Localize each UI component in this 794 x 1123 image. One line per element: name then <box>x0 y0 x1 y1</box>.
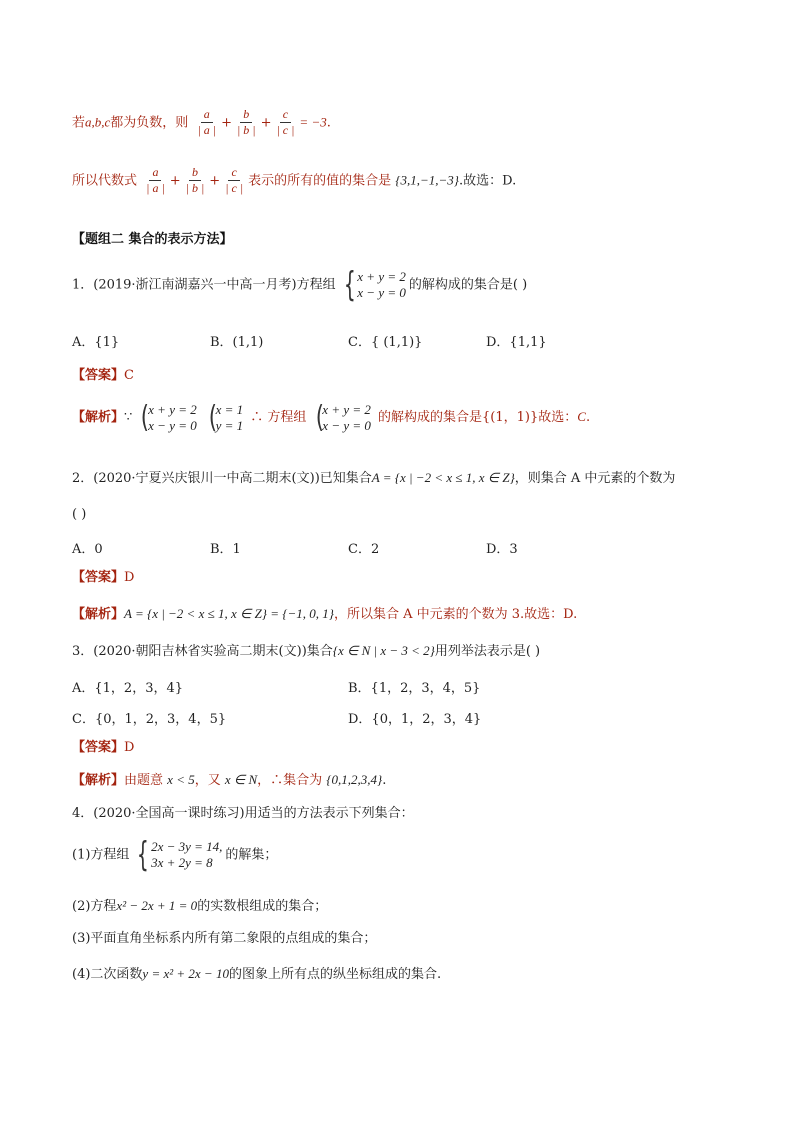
q1-analysis-system-2: ( x = 1 y = 1 <box>208 399 244 435</box>
q4-part-1: (1)方程组 { 2x − 3y = 14, 3x + 2y = 8 的解集； <box>72 835 278 875</box>
q4-equation-system: { 2x − 3y = 14, 3x + 2y = 8 <box>137 835 223 875</box>
q1-option-b[interactable]: B．(1,1) <box>210 335 264 350</box>
q4-part-4: (4)二次函数y = x² + 2x − 10的图象上所有点的纵坐标组成的集合. <box>72 966 442 982</box>
solution-line-negative: 若a,b,c都为负数，则 $\frac{a}{| a |}$ + $\frac{b}{| b |}$ + $\frac{c}{| c |}$ = −3. <box>72 107 331 137</box>
q1-analysis-system-3: ( x + y = 2 x − y = 0 <box>315 399 371 435</box>
q1-option-d[interactable]: D．{1,1} <box>486 335 547 350</box>
fraction-c: $\frac{c}{| c |}$ <box>276 107 295 137</box>
q1-option-c[interactable]: C．{ (1,1)} <box>348 335 423 350</box>
q2-answer: 【答案】D <box>72 570 135 585</box>
q1-option-a[interactable]: A．{1} <box>72 335 120 350</box>
q1-stem: 1．(2019·浙江南湖嘉兴一中高一月考)方程组 { x + y = 2 x − y = 0 的解构成的集合是( ) <box>72 265 528 305</box>
q2-analysis: 【解析】A = {x | −2 < x ≤ 1, x ∈ Z} = {−1, 0, 1}，所以集合 A 中元素的个数为 3.故选：D. <box>72 606 578 622</box>
q3-stem: 3．(2020·朝阳吉林省实验高二期末(文))集合{x ∈ N | x − 3 < 2}用列举法表示是( ) <box>72 643 541 659</box>
q1-analysis-system-1: ( x + y = 2 x − y = 0 <box>141 399 197 435</box>
q3-option-c[interactable]: C．{0，1，2，3，4，5} <box>72 712 227 727</box>
q4-part-2: (2)方程x² − 2x + 1 = 0的实数根组成的集合； <box>72 898 328 914</box>
q2-option-b[interactable]: B．1 <box>210 542 241 557</box>
fraction-b-2: $\frac{b}{| b |}$ <box>185 165 205 195</box>
q1-equation-system: { x + y = 2 x − y = 0 <box>343 265 406 305</box>
solution-line-set: 所以代数式 $\frac{a}{| a |}$ + $\frac{b}{| b |}$ + $\frac{c}{| c |}$ 表示的所有的值的集合是 {3,1,−1,−3}.故选：D. <box>72 165 517 195</box>
q2-stem: 2．(2020·宁夏兴庆银川一中高二期末(文))已知集合A = {x | −2 < x ≤ 1, x ∈ Z}，则集合 A 中元素的个数为 <box>72 470 676 486</box>
q3-analysis: 【解析】由题意 x < 5，又 x ∈ N，∴集合为 {0,1,2,3,4}. <box>72 772 387 788</box>
q2-option-a[interactable]: A．0 <box>72 542 103 557</box>
fraction-c-2: $\frac{c}{| c |}$ <box>225 165 244 195</box>
section-title: 【题组二 集合的表示方法】 <box>72 232 233 247</box>
q3-option-b[interactable]: B．{1，2，3，4，5} <box>348 681 481 696</box>
q3-answer: 【答案】D <box>72 740 135 755</box>
q3-option-a[interactable]: A．{1，2，3，4} <box>72 681 184 696</box>
q3-option-d[interactable]: D．{0，1，2，3，4} <box>348 712 482 727</box>
fraction-a: $\frac{a}{| a |}$ <box>197 107 217 137</box>
q4-part-3: (3)平面直角坐标系内所有第二象限的点组成的集合； <box>72 931 377 946</box>
fraction-a-2: $\frac{a}{| a |}$ <box>146 165 165 195</box>
q1-analysis: 【解析】∵ ( x + y = 2 x − y = 0 ( x = 1 y = 1 ∴ 方程组 ( x + y = 2 x − y = 0 的解构成的集合是{(1，1)}故选：C. <box>72 399 591 435</box>
q2-stem-paren: ( ) <box>72 507 87 522</box>
q2-option-d[interactable]: D．3 <box>486 542 518 557</box>
q1-answer: 【答案】C <box>72 368 134 383</box>
q2-option-c[interactable]: C．2 <box>348 542 380 557</box>
fraction-b: $\frac{b}{| b |}$ <box>236 107 256 137</box>
q4-stem: 4．(2020·全国高一课时练习)用适当的方法表示下列集合： <box>72 806 414 821</box>
